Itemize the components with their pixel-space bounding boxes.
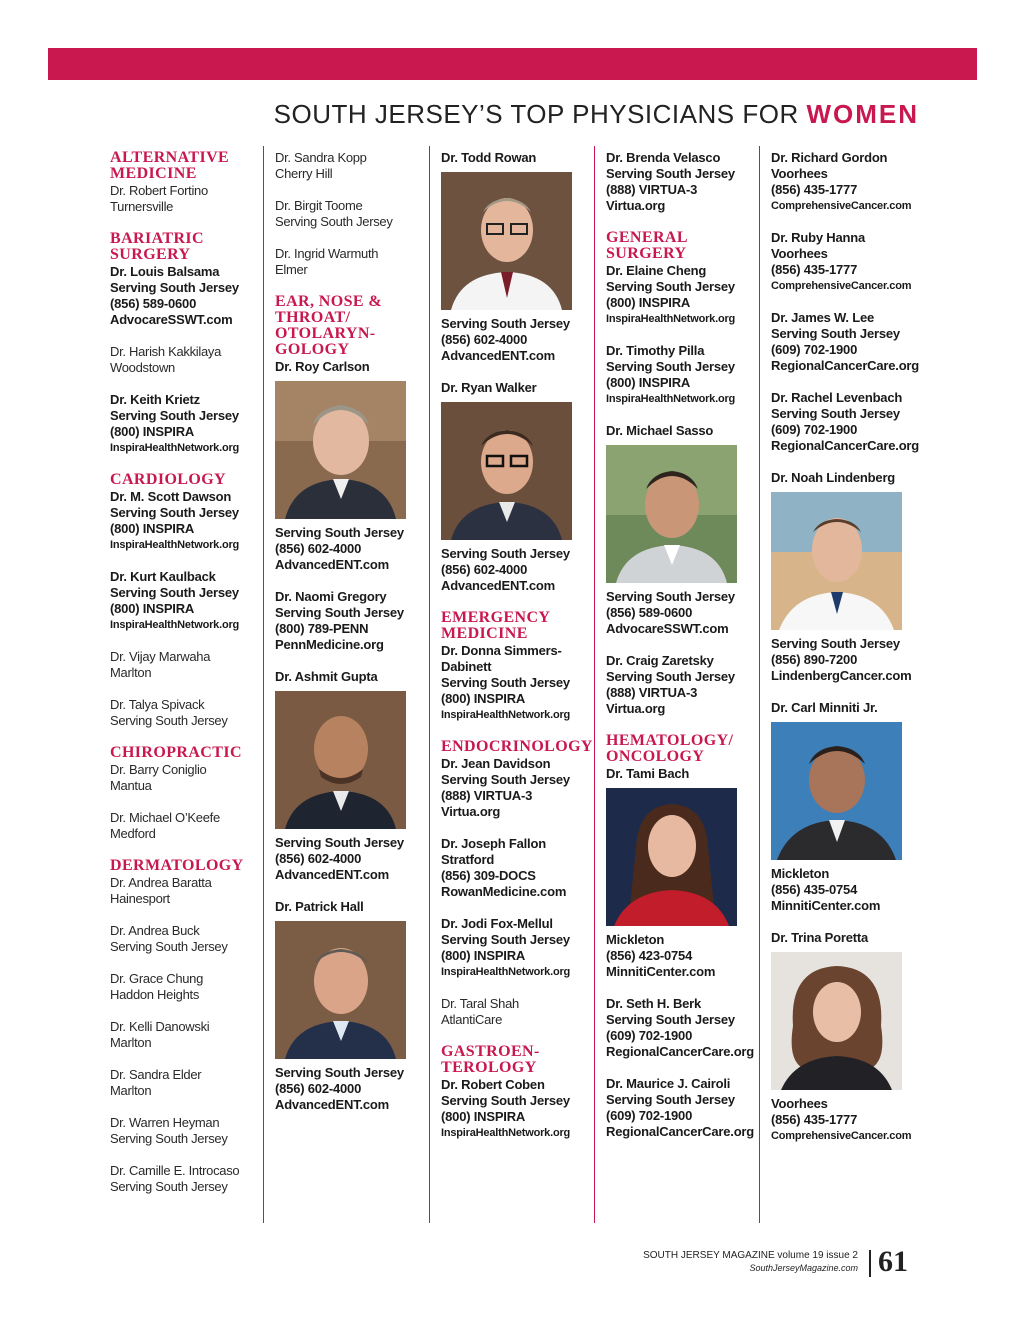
physician-entry: Dr. Harish Kakkilaya Woodstown (110, 344, 222, 375)
physician-photo (275, 921, 406, 1059)
column-5 (771, 150, 921, 1160)
physician-entry: Dr. Camille E. Introcaso Serving South Jersey (110, 1163, 240, 1194)
physician-entry: Dr. Ashmit Gupta Serving South Jersey (856) 602-4000 AdvancedENT.com (275, 669, 425, 883)
physician-entry: Dr. Tami Bach Mickleton (856) 423-0754 MinnitiCenter.com (606, 766, 756, 980)
physician-entry: Dr. M. Scott Dawson Serving South Jersey (800) INSPIRA InspiraHealthNetwork.org (110, 489, 240, 551)
column-divider (594, 146, 595, 1223)
physician-entry: Dr. Timothy Pilla Serving South Jersey (800) INSPIRA InspiraHealthNetwork.org (606, 343, 736, 405)
physician-entry: Dr. Andrea Buck Serving South Jersey (110, 923, 228, 954)
physician-entry: Dr. Rachel Levenbach Serving South Jersey (609) 702-1900 RegionalCancerCare.org (771, 390, 920, 453)
physician-entry: Dr. Warren Heyman Serving South Jersey (110, 1115, 228, 1146)
physician-entry: Dr. Barry Coniglio Mantua (110, 762, 207, 793)
physician-entry: Dr. Sandra Elder Marlton (110, 1067, 202, 1098)
category-heading: CARDIOLOGY (110, 471, 227, 488)
column-4 (606, 150, 756, 1156)
footer-divider (869, 1250, 871, 1277)
physician-entry: Dr. Sandra Kopp Cherry Hill (275, 150, 367, 181)
physician-entry: Dr. Robert Coben Serving South Jersey (800) INSPIRA InspiraHealthNetwork.org (441, 1077, 571, 1139)
physician-entry: Dr. Roy Carlson Serving South Jersey (856) 602-4000 AdvancedENT.com (275, 359, 425, 573)
physician-entry: Dr. Keith Krietz Serving South Jersey (800) INSPIRA InspiraHealthNetwork.org (110, 392, 240, 454)
physician-photo (771, 952, 902, 1090)
physician-entry: Dr. Donna Simmers- Dabinett Serving South Jersey (800) INSPIRA InspiraHealthNetwork.org (441, 643, 571, 721)
physician-entry: Dr. Ruby Hanna Voorhees (856) 435-1777 ComprehensiveCancer.com (771, 230, 912, 292)
physician-entry: Dr. Jodi Fox-Mellul Serving South Jersey (800) INSPIRA InspiraHealthNetwork.org (441, 916, 571, 978)
physician-entry: Dr. Taral Shah AtlantiCare (441, 996, 519, 1027)
physician-entry: Dr. Kelli Danowski Marlton (110, 1019, 210, 1050)
physician-photo (771, 722, 902, 860)
physician-entry: Dr. Elaine Cheng Serving South Jersey (800) INSPIRA InspiraHealthNetwork.org (606, 263, 736, 325)
footer-credits (643, 1249, 858, 1275)
physician-photo (275, 691, 406, 829)
physician-entry: Dr. Maurice J. Cairoli Serving South Jersey (609) 702-1900 RegionalCancerCare.org (606, 1076, 755, 1139)
physician-entry: Dr. Robert Fortino Turnersville (110, 183, 208, 214)
physician-entry: Dr. Brenda Velasco Serving South Jersey (888) VIRTUA-3 Virtua.org (606, 150, 735, 213)
physician-photo (771, 492, 902, 630)
physician-entry: Dr. Naomi Gregory Serving South Jersey (800) 789-PENN PennMedicine.org (275, 589, 404, 652)
column-3 (441, 150, 591, 1157)
physician-entry: Dr. Noah Lindenberg Serving South Jersey (856) 890-7200 LindenbergCancer.com (771, 470, 912, 683)
physician-entry: Dr. Birgit Toome Serving South Jersey (275, 198, 393, 229)
physician-entry: Dr. Joseph Fallon Stratford (856) 309-DOCS RowanMedicine.com (441, 836, 567, 899)
column-divider (429, 146, 430, 1223)
category-heading: EMERGENCY MEDICINE (441, 609, 550, 642)
page-number: 61 (878, 1245, 908, 1278)
category-heading: DERMATOLOGY (110, 857, 244, 874)
physician-entry: Dr. Trina Poretta Voorhees (856) 435-1777 ComprehensiveCancer.com (771, 930, 912, 1142)
physician-entry: Dr. Richard Gordon Voorhees (856) 435-1777 ComprehensiveCancer.com (771, 150, 912, 212)
physician-entry: Dr. Ingrid Warmuth Elmer (275, 246, 379, 277)
category-heading: HEMATOLOGY/ ONCOLOGY (606, 732, 734, 765)
magazine-issue: SOUTH JERSEY MAGAZINE volume 19 issue 2 (643, 1250, 858, 1261)
category-heading: ENDOCRINOLOGY (441, 738, 593, 755)
physician-entry: Dr. Andrea Baratta Hainesport (110, 875, 212, 906)
category-heading: CHIROPRACTIC (110, 744, 242, 761)
physician-entry: Dr. Seth H. Berk Serving South Jersey (609) 702-1900 RegionalCancerCare.org (606, 996, 755, 1059)
physician-photo (606, 788, 737, 926)
column-2 (275, 150, 425, 1129)
category-heading: GENERAL SURGERY (606, 229, 688, 262)
physician-entry: Dr. Carl Minniti Jr. Mickleton (856) 435-0754 MinnitiCenter.com (771, 700, 921, 914)
physician-entry: Dr. James W. Lee Serving South Jersey (609) 702-1900 RegionalCancerCare.org (771, 310, 920, 373)
physician-entry: Dr. Talya Spivack Serving South Jersey (110, 697, 228, 728)
header-color-bar (48, 48, 977, 80)
physician-entry: Dr. Grace Chung Haddon Heights (110, 971, 204, 1002)
category-heading: EAR, NOSE & THROAT/ OTOLARYN- GOLOGY (275, 293, 383, 358)
physician-entry: Dr. Todd Rowan Serving South Jersey (856) 602-4000 AdvancedENT.com (441, 150, 591, 364)
page-title: SOUTH JERSEY’S TOP PHYSICIANS FOR WOMEN (273, 99, 919, 129)
physician-entry: Dr. Michael Sasso Serving South Jersey (856) 589-0600 AdvocareSSWT.com (606, 423, 756, 637)
physician-entry: Dr. Jean Davidson Serving South Jersey (888) VIRTUA-3 Virtua.org (441, 756, 570, 819)
column-divider (759, 146, 760, 1223)
column-divider (263, 146, 264, 1223)
physician-photo (606, 445, 737, 583)
magazine-website: SouthJerseyMagazine.com (749, 1263, 858, 1273)
physician-entry: Dr. Michael O’Keefe Medford (110, 810, 220, 841)
category-heading: GASTROEN- TEROLOGY (441, 1043, 540, 1076)
physician-entry: Dr. Craig Zaretsky Serving South Jersey (888) VIRTUA-3 Virtua.org (606, 653, 735, 716)
physician-entry: Dr. Ryan Walker Serving South Jersey (856) 602-4000 AdvancedENT.com (441, 380, 591, 594)
column-1 (110, 150, 260, 1211)
physician-photo (275, 381, 406, 519)
category-heading: BARIATRIC SURGERY (110, 230, 204, 263)
physician-entry: Dr. Patrick Hall Serving South Jersey (856) 602-4000 AdvancedENT.com (275, 899, 425, 1113)
category-heading: ALTERNATIVE MEDICINE (110, 149, 230, 182)
physician-entry: Dr. Kurt Kaulback Serving South Jersey (800) INSPIRA InspiraHealthNetwork.org (110, 569, 240, 631)
physician-entry: Dr. Vijay Marwaha Marlton (110, 649, 211, 680)
physician-photo (441, 172, 572, 310)
physician-photo (441, 402, 572, 540)
physician-entry: Dr. Louis Balsama Serving South Jersey (856) 589-0600 AdvocareSSWT.com (110, 264, 239, 327)
